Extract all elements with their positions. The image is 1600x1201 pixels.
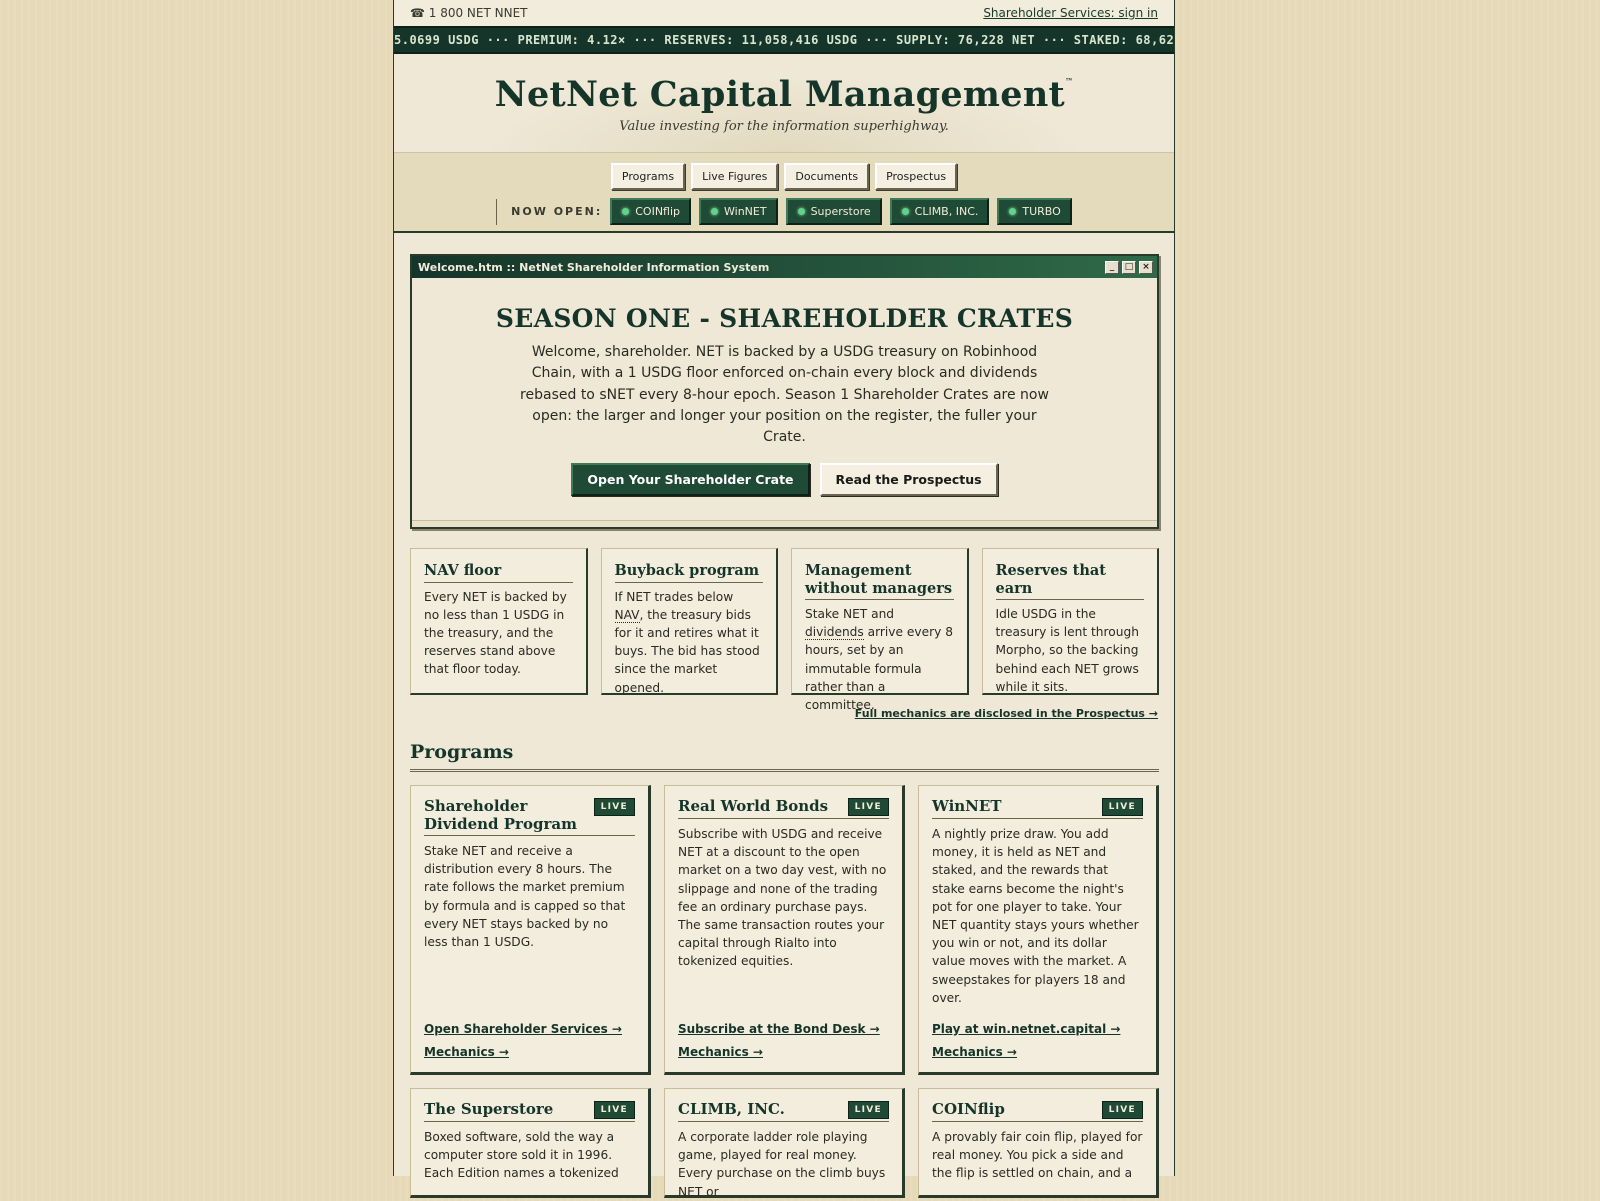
site-title[interactable]: NetNet Capital Management™ [494,74,1074,115]
live-badge: LIVE [848,798,889,816]
tagline: Value investing for the information superhighway. [619,119,949,134]
feature-title[interactable]: Management without managers [805,562,954,600]
nav-prospectus[interactable]: Prospectus [875,163,957,190]
read-prospectus-button[interactable]: Read the Prospectus [820,463,998,496]
program-card-coinflip [918,1088,1159,1198]
feature-card-nav-floor [410,548,588,695]
program-title: Real World Bonds [678,797,829,815]
nav-programs[interactable]: Programs [611,163,685,190]
features-row [410,548,1159,713]
ticker-text: 5.0699 USDG ··· PREMIUM: 4.12× ··· RESERVES: 11,058,416 USDG ··· SUPPLY: 76,228 NET ··· STAKED: 68,62 [394,33,1175,47]
feature-text: Every NET is backed by no less than 1 USDG in the treasury, and the reserves stand above that floor today. [424,589,567,677]
live-badge: LIVE [1102,798,1143,816]
programs-grid [410,785,1159,1198]
full-mechanics-link[interactable]: Full mechanics are disclosed in the Prospectus → [854,707,1158,720]
open-crate-button[interactable]: Open Your Shareholder Crate [571,463,809,496]
close-icon[interactable]: × [1139,261,1153,274]
now-open-nav [394,198,1174,225]
window-body [412,278,1157,496]
program-card-dividend [410,785,651,1075]
live-dot-icon [902,208,909,215]
live-badge: LIVE [1102,1101,1143,1119]
program-title: WinNET [932,797,1002,815]
open-winnet-button[interactable]: WinNET [699,198,778,225]
main-nav [394,163,1174,190]
open-climb-button[interactable]: CLIMB, INC. [890,198,990,225]
program-title: Shareholder Dividend Program [424,797,577,833]
window-controls [1105,261,1153,274]
programs-heading: Programs [410,741,1159,772]
nav-live-figures[interactable]: Live Figures [691,163,778,190]
program-text: A provably fair coin flip, played for real money. You pick a side and the flip is settled on chain, and a [932,1130,1143,1181]
welcome-text: Welcome, shareholder. NET is backed by a USDG treasury on Robinhood Chain, with a 1 USDG floor enforced on-chain every block and dividends rebased to sNET every 8-hour epoch. Season 1 Shareholder Crates are now open: the larger and longer your position on the register, the fuller your Crate. [520,344,1049,446]
maximize-icon[interactable]: □ [1122,261,1136,274]
page [393,0,1175,1199]
open-coinflip-button[interactable]: COINflip [610,198,691,225]
feature-card-buyback [601,548,779,695]
feature-card-reserves [982,548,1160,695]
program-text: A corporate ladder role playing game, played for real money. Every purchase on the climb buys NET or [678,1130,886,1199]
open-turbo-button[interactable]: TURBO [997,198,1071,225]
welcome-window [410,254,1159,529]
live-dot-icon [1009,208,1016,215]
trademark-mark: ™ [1065,76,1074,86]
feature-card-management [791,548,969,713]
program-primary-link[interactable]: Open Shareholder Services → [424,1022,622,1036]
feature-text: If NET trades below NAV, the treasury bids for it and retires what it buys. The bid has stood since the market opened. [614,589,760,695]
phone-number: ☎ 1 800 NET NNET [410,6,528,20]
feature-text: Stake NET and dividends arrive every 8 hours, set by an immutable formula rather than a committee. [805,607,953,713]
open-superstore-button[interactable]: Superstore [786,198,882,225]
program-title: CLIMB, INC. [678,1100,785,1118]
program-primary-link[interactable]: Subscribe at the Bond Desk → [678,1022,880,1036]
live-badge: LIVE [594,1101,635,1119]
program-mechanics-link[interactable]: Mechanics → [932,1045,1017,1059]
program-mechanics-link[interactable]: Mechanics → [678,1045,763,1059]
live-dot-icon [798,208,805,215]
window-title: Welcome.htm :: NetNet Shareholder Information System [418,260,770,274]
program-text: A nightly prize draw. You add money, it is held as NET and staked, and the rewards that stake earns become the night's pot for one player to take. Your NET quantity stays yours whether you win or not, and its dollar value moves with the market. A sweepstakes for players 18 and over. [932,827,1139,1005]
feature-title[interactable]: Reserves that earn [996,562,1145,600]
feature-title[interactable]: Buyback program [615,562,764,583]
navigation [394,153,1174,233]
live-badge: LIVE [848,1101,889,1119]
now-open-label: NOW OPEN: [496,199,602,225]
program-primary-link[interactable]: Play at win.netnet.capital → [932,1022,1121,1036]
program-text: Boxed software, sold the way a computer store sold it in 1996. Each Edition names a tokenized [424,1130,619,1181]
live-dot-icon [622,208,629,215]
feature-text: Idle USDG in the treasury is lent through Morpho, so the backing behind each NET grows while it sits. [995,607,1139,694]
market-ticker [394,26,1174,54]
nav-term-link[interactable]: NAV [614,607,640,622]
shareholder-signin-link[interactable]: Shareholder Services: sign in [983,6,1158,20]
program-mechanics-link[interactable]: Mechanics → [424,1045,509,1059]
top-bar [394,0,1174,26]
program-text: Stake NET and receive a distribution every 8 hours. The rate follows the market premium by formula and is capped so that every NET stays backed by no less than 1 USDG. [424,844,626,950]
cta-row [412,463,1157,496]
program-text: Subscribe with USDG and receive NET at a discount to the open market on a two day vest, with no slippage and none of the trading fee an ordinary purchase pays. The same transaction routes your capital through Rialto into tokenized equities. [678,827,887,969]
window-titlebar [412,256,1157,278]
program-card-superstore [410,1088,651,1198]
program-card-climb [664,1088,905,1198]
nav-documents[interactable]: Documents [784,163,869,190]
program-title: COINflip [932,1100,1005,1118]
live-badge: LIVE [594,798,635,816]
live-dot-icon [711,208,718,215]
season-heading: SEASON ONE - SHAREHOLDER CRATES [495,304,1074,333]
program-card-winnet [918,785,1159,1075]
dividends-term-link[interactable]: dividends [805,625,864,640]
minimize-icon[interactable]: _ [1105,261,1119,274]
program-title: The Superstore [424,1100,554,1118]
program-card-bonds [664,785,905,1075]
window-status-bar [412,520,1157,527]
feature-title[interactable]: NAV floor [424,562,573,583]
masthead [394,54,1174,153]
